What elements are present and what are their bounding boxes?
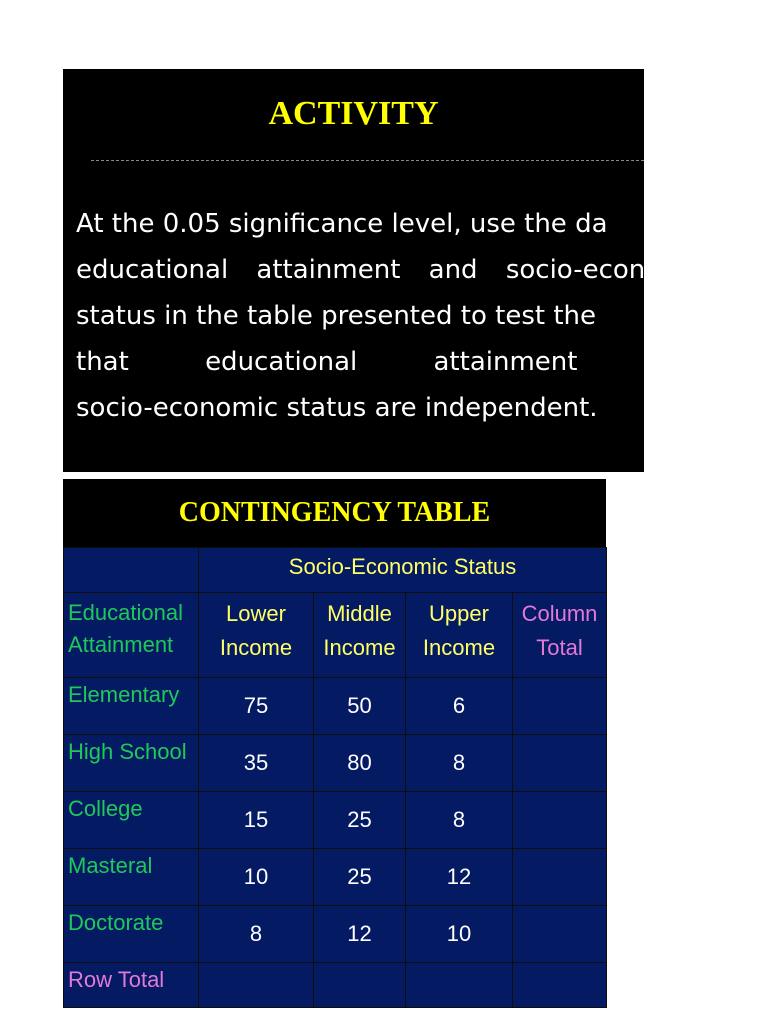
table-cell: 15 [199,792,314,849]
empty-cell [64,548,199,593]
group-header: Socio-Economic Status [199,548,607,593]
table-row [64,963,607,1008]
row-label: Elementary [64,678,199,735]
column-header: Column Total [513,593,607,678]
activity-line-2: educational attainment and socio-econ [76,255,646,285]
row-label: Masteral [64,849,199,906]
table-cell: 25 [314,792,406,849]
table-row [64,548,607,593]
column-header: Lower Income [199,593,314,678]
table-cell: 12 [314,906,406,963]
table-row [64,792,607,849]
contingency-title: CONTINGENCY TABLE [178,497,491,528]
table-cell [513,849,607,906]
table-cell: 6 [406,678,513,735]
table-row [64,849,607,906]
table-cell [314,963,406,1008]
table-cell: 25 [314,849,406,906]
table-cell: 8 [406,735,513,792]
activity-slide [63,69,644,472]
activity-line-5: socio-economic status are independent. [76,393,598,423]
activity-line-4: that educational attainment [76,347,578,377]
title-divider [91,160,644,161]
table-cell: 8 [199,906,314,963]
table-row [64,735,607,792]
row-label: College [64,792,199,849]
table-cell: 10 [199,849,314,906]
row-label: High School [64,735,199,792]
activity-text [76,201,696,431]
table-cell: 35 [199,735,314,792]
table-cell [513,735,607,792]
table-row [64,906,607,963]
row-header: Educational Attainment [64,593,199,678]
table-cell [513,678,607,735]
table-cell [199,963,314,1008]
table-row [64,678,607,735]
table-cell [513,963,607,1008]
row-label: Doctorate [64,906,199,963]
contingency-table [63,547,607,1008]
table-cell: 10 [406,906,513,963]
table-cell: 50 [314,678,406,735]
table-row [64,593,607,678]
activity-title: ACTIVITY [268,95,439,132]
table-cell [513,792,607,849]
activity-line-3: status in the table presented to test the [76,301,596,331]
table-cell: 80 [314,735,406,792]
table-cell [513,906,607,963]
activity-line-1: At the 0.05 significance level, use the da [76,209,608,239]
table-cell: 8 [406,792,513,849]
row-total-label: Row Total [64,963,199,1008]
contingency-slide [63,479,606,992]
table-cell: 12 [406,849,513,906]
table-cell: 75 [199,678,314,735]
column-header: Upper Income [406,593,513,678]
column-header: Middle Income [314,593,406,678]
table-cell [406,963,513,1008]
